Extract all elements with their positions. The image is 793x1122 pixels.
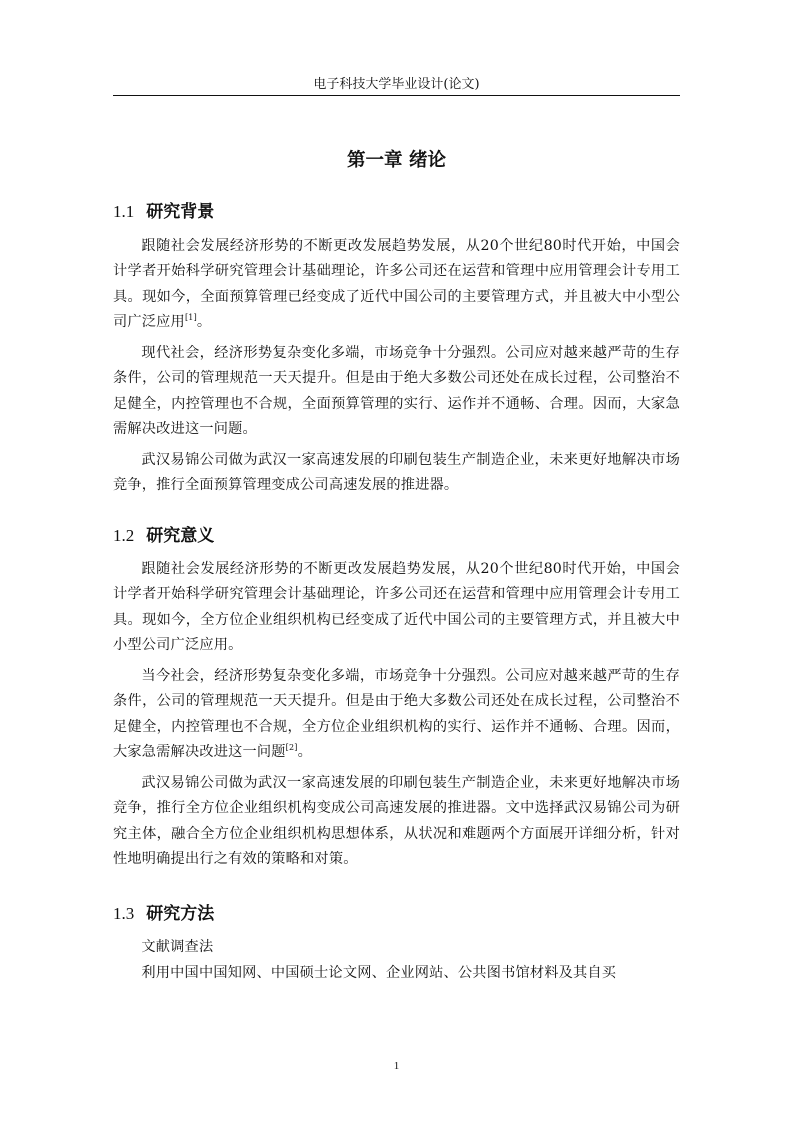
section-number: 1.1 <box>113 202 135 221</box>
paragraph-tail: 。 <box>297 743 312 760</box>
section-number: 1.3 <box>113 904 135 923</box>
paragraph-tail: 。 <box>196 313 212 330</box>
paragraph-text: 跟随社会发展经济形势的不断更改发展趋势发展，从20个世纪80时代开始，中国会计学者开始科学研究管理会计基础理论，许多公司还在运营和管理中应用管理会计专用工具。现如今，全面预算管理已经变成了近代中国公司的主要管理方式，并且被大中小型公司广泛应用 <box>113 238 680 330</box>
citation-ref: [2] <box>285 742 298 752</box>
paragraph: 武汉易锦公司做为武汉一家高速发展的印刷包装生产制造企业，未来更好地解决市场竞争，推行全面预算管理变成公司高速发展的推进器。 <box>113 452 680 494</box>
section-heading-1-3 <box>113 902 214 926</box>
section-number: 1.2 <box>113 526 135 545</box>
section-title: 研究方法 <box>146 904 215 924</box>
paragraph: 利用中国中国知网、中国硕士论文网、企业网站、公共图书馆材料及其自买 <box>141 965 617 981</box>
paragraph <box>113 664 680 765</box>
section-heading-1-2 <box>113 524 214 548</box>
citation-ref: [1] <box>184 312 197 322</box>
header-rule <box>113 95 680 96</box>
running-header: 电子科技大学毕业设计(论文) <box>313 77 480 92</box>
section-heading-1-1 <box>113 200 214 224</box>
paragraph: 现代社会，经济形势复杂变化多端，市场竞争十分强烈。公司应对越来越严苛的生存条件，公司的管理规范一天天提升。但是由于绝大多数公司还处在成长过程，公司整治不足健全，内控管理也不合规，全面预算管理的实行、运作并不通畅、合理。因而，大家急需解决改进这一问题。 <box>113 345 680 437</box>
page-number: 1 <box>393 1060 400 1072</box>
section-title: 研究意义 <box>146 526 215 546</box>
paragraph-text: 当今社会，经济形势复杂变化多端，市场竞争十分强烈。公司应对越来越严苛的生存条件，公司的管理规范一天天提升。但是由于绝大多数公司还处在成长过程，公司整治不足健全，内控管理也不合规，全方位企业组织机构的实行、运作并不通畅、合理。因而，大家急需解决改进这一问题 <box>113 668 680 760</box>
section-title: 研究背景 <box>146 202 215 222</box>
paragraph: 跟随社会发展经济形势的不断更改发展趋势发展，从20个世纪80时代开始，中国会计学者开始科学研究管理会计基础理论，许多公司还在运营和管理中应用管理会计专用工具。现如今，全方位企业组织机构已经变成了近代中国公司的主要管理方式，并且被大中小型公司广泛应用。 <box>113 561 680 653</box>
paragraph: 文献调查法 <box>141 939 214 955</box>
chapter-title: 第一章 绪论 <box>347 150 446 171</box>
paragraph: 武汉易锦公司做为武汉一家高速发展的印刷包装生产制造企业，未来更好地解决市场竞争，推行全方位企业组织机构变成公司高速发展的推进器。文中选择武汉易锦公司为研究主体，融合全方位企业组织机构思想体系，从状况和难题两个方面展开详细分析，针对性地明确提出行之有效的策略和对策。 <box>113 775 680 867</box>
paragraph <box>113 234 680 335</box>
